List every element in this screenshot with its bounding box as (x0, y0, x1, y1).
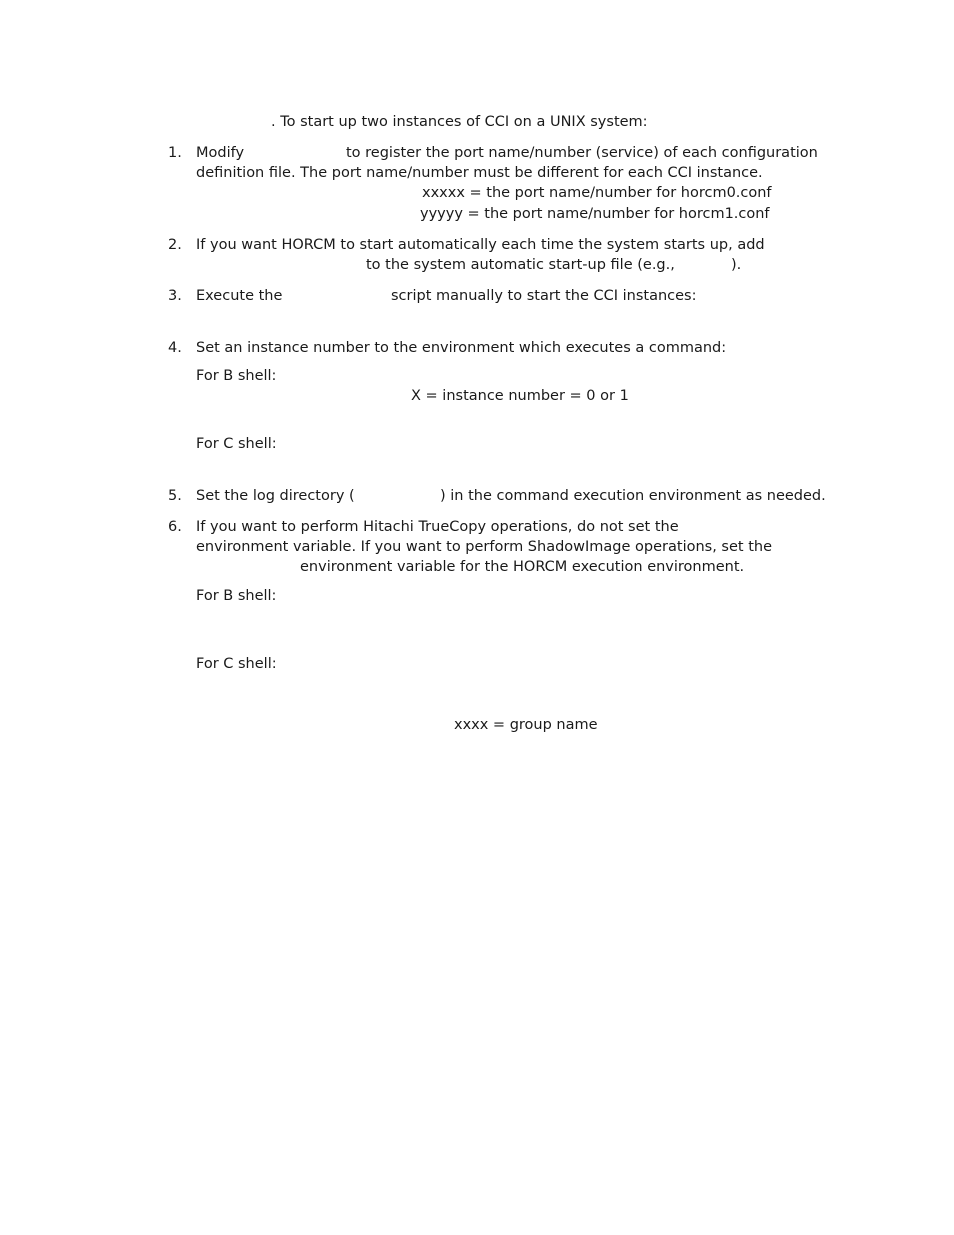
step-number: 1. (168, 145, 182, 161)
step-text: to register the port name/number (service) of each configuration (346, 145, 818, 161)
step-text: Set the log directory ( (196, 488, 355, 504)
shell-label: For B shell: (196, 588, 277, 604)
step-text: If you want HORCM to start automatically each time the system starts up, add (196, 237, 765, 253)
step-number: 6. (168, 519, 182, 535)
step-text: ). (731, 257, 742, 273)
shell-label: For B shell: (196, 368, 277, 384)
step-text: xxxx = group name (454, 717, 598, 733)
step-number: 2. (168, 237, 182, 253)
intro-text: . To start up two instances of CCI on a UNIX system: (271, 114, 648, 130)
step-text: environment variable for the HORCM execution environment. (300, 559, 745, 575)
step-text: ) in the command execution environment as needed. (440, 488, 826, 504)
step-number: 3. (168, 288, 182, 304)
shell-label: For C shell: (196, 436, 277, 452)
step-text: to the system automatic start-up file (e.g., (366, 257, 675, 273)
step-text: Modify (196, 145, 245, 161)
step-text: definition file. The port name/number must be different for each CCI instance. (196, 165, 763, 181)
step-number: 5. (168, 488, 182, 504)
step-text: Set an instance number to the environment which executes a command: (196, 340, 727, 356)
step-text: yyyyy = the port name/number for horcm1.conf (420, 206, 770, 222)
step-text: X = instance number = 0 or 1 (411, 388, 629, 404)
step-text: xxxxx = the port name/number for horcm0.conf (422, 185, 772, 201)
step-text: If you want to perform Hitachi TrueCopy operations, do not set the (196, 519, 679, 535)
step-text: Execute the (196, 288, 283, 304)
step-number: 4. (168, 340, 182, 356)
shell-label: For C shell: (196, 656, 277, 672)
step-text: environment variable. If you want to perform ShadowImage operations, set the (196, 539, 772, 555)
step-text: script manually to start the CCI instances: (391, 288, 697, 304)
